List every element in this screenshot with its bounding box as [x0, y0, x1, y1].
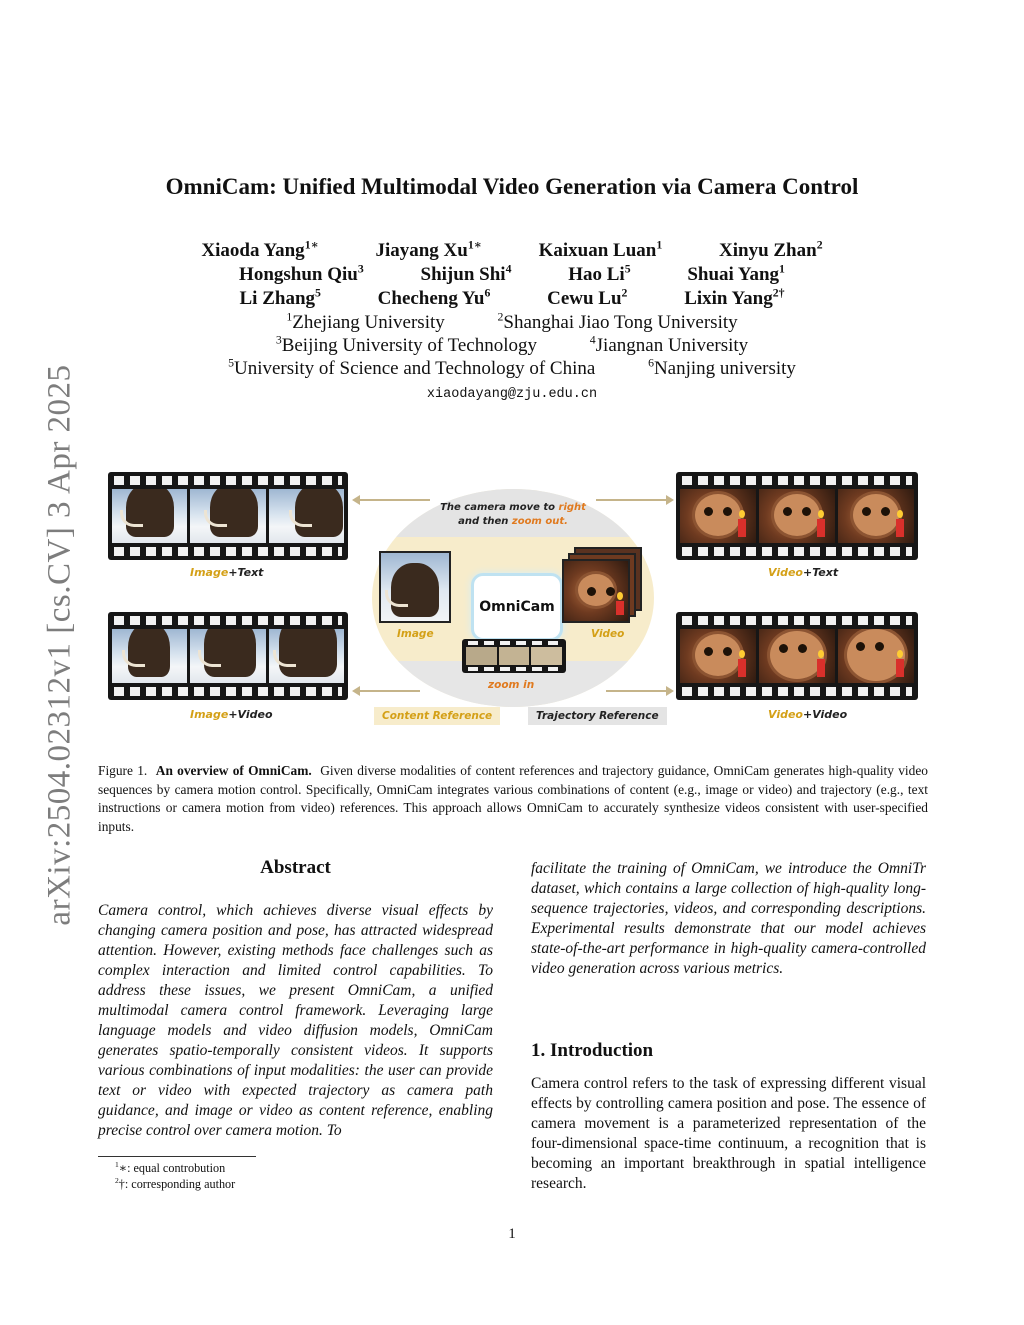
affiliation: $^6$Nanjing university: [648, 356, 796, 379]
video-frame: [759, 629, 835, 683]
omnicam-pipeline-diagram: [366, 483, 660, 743]
author: Lixin Yang$^{2\dagger}$: [684, 286, 785, 309]
label-image-video: Image+Video: [190, 708, 273, 721]
author: Shuai Yang$^1$: [687, 262, 785, 285]
author: Checheng Yu$^6$: [377, 286, 491, 309]
page-number: 1: [508, 1226, 516, 1242]
abstract-text-right: facilitate the training of OmniCam, we introduce the OmniTr dataset, which contains a large collection of high-quality long-sequence trajectories, videos, and corresponding descriptions. Experimental results demonstrate that our model achieves state-of-the-art performance in high-quality camera-controlled video generation across various metrics.: [531, 860, 926, 977]
paper-title: OmniCam: Unified Multimodal Video Generation via Camera Control: [165, 174, 859, 199]
author: Xinyu Zhan$^2$: [719, 238, 823, 261]
film-strip-video-video: [676, 612, 918, 700]
video-frame: [680, 629, 756, 683]
video-frame: [112, 629, 187, 683]
video-frame: [838, 629, 914, 683]
content-image-thumbnail: [379, 551, 451, 623]
footnote-divider: [98, 1156, 256, 1157]
camera-instruction-text: The camera move to right and then zoom out.: [440, 502, 586, 527]
label-video-video: Video+Video: [768, 708, 848, 721]
affiliation: $^5$University of Science and Technology of China: [228, 356, 596, 379]
label-image-text: Image+Text: [190, 566, 264, 579]
video-frame: [190, 629, 265, 683]
video-label: Video: [591, 628, 625, 640]
video-frame: [269, 629, 344, 683]
footnote: $^1$∗: equal controbution: [115, 1159, 226, 1175]
author-row-3: [0, 288, 1024, 310]
video-frame: [190, 489, 265, 543]
video-frame: [112, 489, 187, 543]
author: Kaixuan Luan$^1$: [538, 238, 663, 261]
section-heading-introduction: 1. Introduction: [531, 1040, 654, 1061]
zoom-in-label: zoom in: [488, 679, 535, 691]
arrow-left-icon: [360, 690, 420, 692]
author: Xiaoda Yang$^{1∗}$: [201, 238, 319, 261]
trajectory-reference-badge: Trajectory Reference: [528, 707, 667, 725]
footnote: $^2$†: corresponding author: [115, 1175, 236, 1191]
author-row-1: [0, 240, 1024, 262]
abstract-heading: Abstract: [260, 857, 331, 878]
label-video-text: Video+Text: [768, 566, 839, 579]
video-frame: [838, 489, 914, 543]
affiliation: $^1$Zhejiang University: [286, 310, 445, 333]
content-reference-badge: Content Reference: [374, 707, 500, 725]
affiliation: $^2$Shanghai Jiao Tong University: [497, 310, 738, 333]
abstract-text-left: Camera control, which achieves diverse visual effects by changing camera position and pose, has attracted widespread attention. However, existing methods face challenges such as complex interaction and limited control capabilities. To address these issues, we present OmniCam, a unified multimodal camera control framework. Leveraging large language models and video diffusion models, OmniCam generates spatio-temporally consistent videos. It supports various combinations of input modalities: the user can provide text or video with expected trajectory as camera path guidance, and image or video as content reference, enabling precise control over camera motion. To: [98, 902, 493, 1139]
author: Li Zhang$^5$: [239, 286, 321, 309]
contact-email: xiaodayang@zju.edu.cn: [426, 387, 598, 402]
author: Hao Li$^5$: [568, 262, 631, 285]
figure-caption: Figure 1. An overview of OmniCam. Given diverse modalities of content references and trajectory guidance, OmniCam generates high-quality video sequences by camera motion control. Specifically, OmniCam integrates various combinations of content (e.g., image or video) and trajectory (e.g., text instructions or camera motion from video) references. This approach allows OmniCam to accurately synthesize videos consistent with user-specified inputs.: [98, 763, 928, 834]
arxiv-identifier-stamp: arXiv:2504.02312v1 [cs.CV] 3 Apr 2025: [41, 364, 78, 926]
film-strip-image-video: [108, 612, 348, 700]
affiliation-row-2: [0, 335, 1024, 357]
film-strip-image-text: [108, 472, 348, 560]
arrow-right-icon: [606, 690, 666, 692]
affiliation: $^4$Jiangnan University: [589, 333, 749, 356]
video-frame: [680, 489, 756, 543]
teaser-figure: [98, 458, 928, 748]
video-frame: [759, 489, 835, 543]
trajectory-film-strip: [462, 639, 566, 673]
author: Hongshun Qiu$^3$: [239, 262, 364, 285]
affiliation: $^3$Beijing University of Technology: [275, 333, 538, 356]
author: Shijun Shi$^4$: [420, 262, 512, 285]
omnicam-model-box: OmniCam: [471, 573, 563, 641]
introduction-paragraph: Camera control refers to the task of expressing different visual effects by controlling camera position and pose. The essence of camera movement is a parameterized representation of the four-dimensional space-time continuum, a recognition that is becoming an important breakthrough in spatial intelligence research.: [531, 1075, 926, 1192]
film-strip-video-text: [676, 472, 918, 560]
affiliation-row-3: [0, 358, 1024, 380]
image-label: Image: [397, 628, 434, 640]
author: Cewu Lu$^2$: [547, 286, 628, 309]
author-row-2: [0, 264, 1024, 286]
video-frame: [269, 489, 344, 543]
affiliation-row-1: [0, 312, 1024, 334]
content-video-thumbnail: [562, 559, 630, 623]
author: Jiayang $Xu^{1∗}$: [375, 238, 482, 261]
